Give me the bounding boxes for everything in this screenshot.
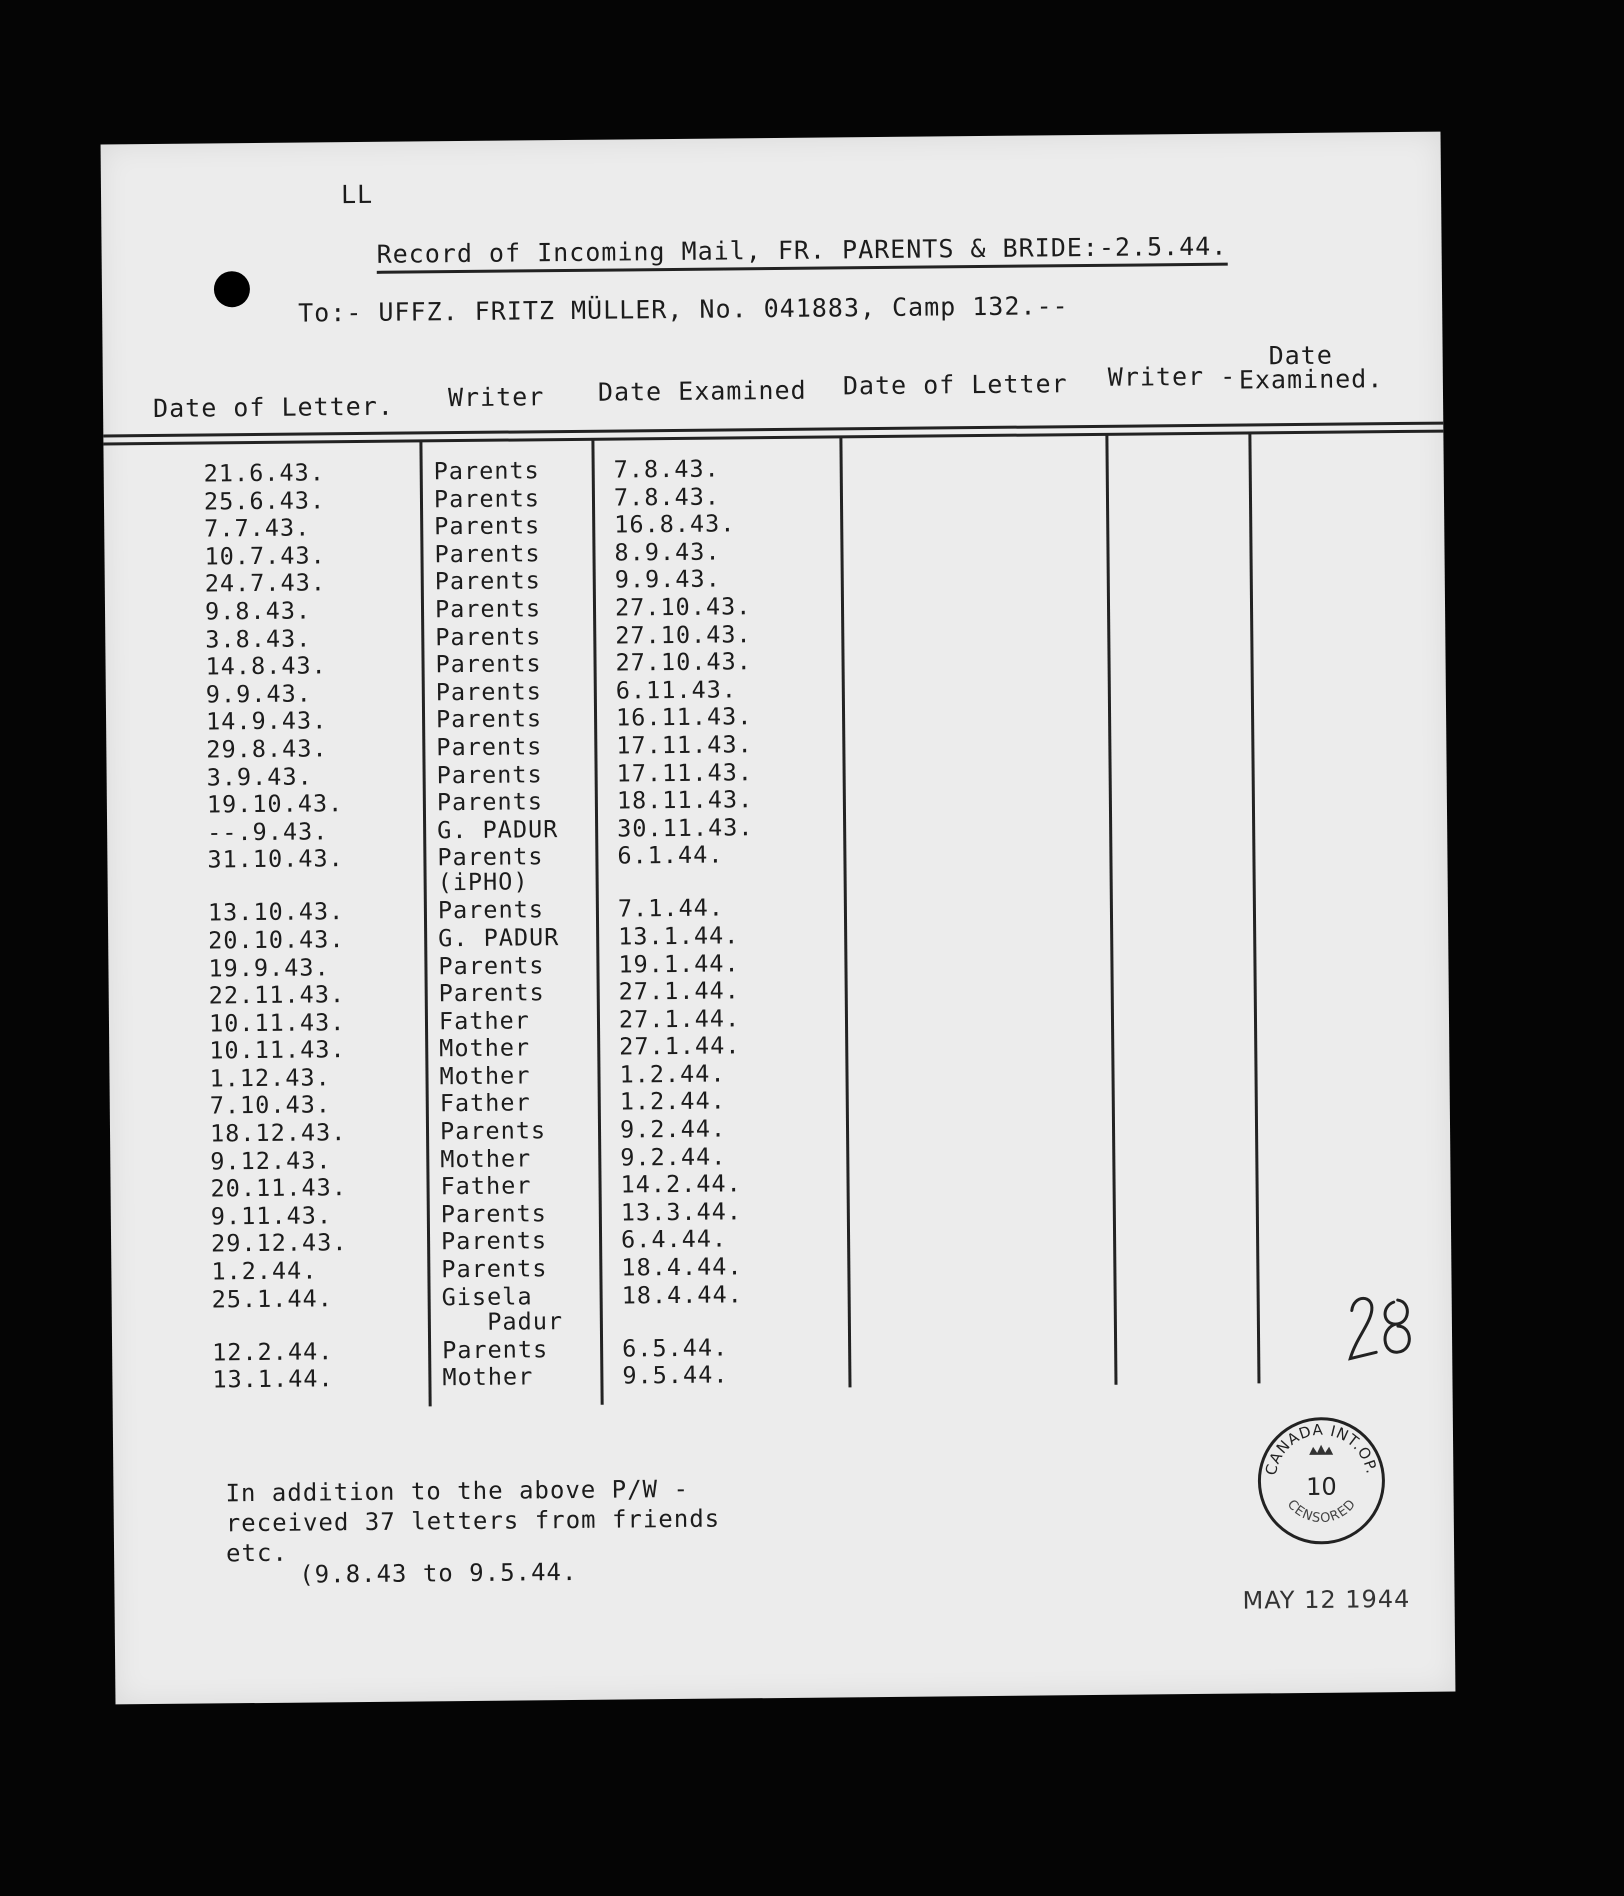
- cell-date-examined: 8.9.43.: [614, 537, 721, 567]
- cell-date-of-letter: 22.11.43.: [208, 980, 346, 1010]
- header-date-examined-2-bottom: Examined.: [1238, 364, 1384, 395]
- cell-date-examined: 27.10.43.: [615, 647, 753, 677]
- cell-writer: Mother: [440, 1144, 532, 1173]
- reference-code: LL: [340, 179, 374, 210]
- cell-date-examined: 18.11.43.: [616, 785, 754, 815]
- document-page: [101, 132, 1456, 1705]
- cell-date-examined: 19.1.44.: [618, 948, 740, 979]
- cell-date-of-letter: 3.8.43.: [205, 624, 312, 654]
- cell-date-of-letter: 25.1.44.: [211, 1283, 333, 1314]
- cell-writer: Parents: [435, 621, 542, 651]
- cell-writer: Parents: [437, 895, 545, 925]
- table-row: [112, 1362, 852, 1397]
- svg-text:CENSORED: [1284, 1496, 1360, 1526]
- cell-date-of-letter: 1.2.44.: [211, 1256, 318, 1286]
- cell-date-of-letter: 9.9.43.: [205, 679, 313, 709]
- table-row: [107, 842, 847, 902]
- crown-icon: [1309, 1445, 1333, 1455]
- cell-date-examined: 16.11.43.: [615, 702, 753, 732]
- cell-date-of-letter: 7.7.43.: [204, 513, 311, 543]
- cell-date-of-letter: 19.10.43.: [206, 789, 344, 819]
- cell-date-of-letter: 13.10.43.: [207, 897, 345, 927]
- cell-writer: Parents: [434, 511, 541, 541]
- cell-writer: Parents: [438, 950, 545, 980]
- cell-date-examined: 13.3.44.: [620, 1197, 743, 1227]
- cell-date-examined: 18.4.44.: [621, 1252, 743, 1282]
- cell-date-examined: 27.10.43.: [615, 619, 752, 650]
- cell-writer: Parents: [441, 1334, 549, 1364]
- cell-date-examined: 9.2.44.: [619, 1114, 727, 1144]
- header-writer-2: Writer -: [1107, 361, 1237, 392]
- cell-date-examined: 1.2.44.: [619, 1086, 726, 1116]
- cell-date-of-letter: 14.8.43.: [205, 651, 327, 681]
- cell-date-of-letter: 10.11.43.: [208, 1007, 346, 1038]
- cell-date-examined: 17.11.43.: [616, 730, 753, 760]
- cell-date-examined: 27.1.44.: [618, 976, 741, 1006]
- cell-date-of-letter: 9.12.43.: [210, 1145, 332, 1176]
- cell-writer: Parents: [436, 787, 544, 817]
- cell-writer: Parents: [433, 456, 540, 486]
- cell-date-of-letter: 25.6.43.: [203, 485, 326, 516]
- header-date-examined: Date Examined: [597, 375, 807, 407]
- header-date-of-letter: Date of Letter.: [152, 391, 394, 423]
- cell-writer: Mother: [442, 1362, 534, 1392]
- cell-writer: Parents: [434, 594, 542, 624]
- cell-date-examined: 6.11.43.: [615, 675, 738, 705]
- cell-writer: G. PADUR: [438, 923, 560, 953]
- cell-date-of-letter: 3.9.43.: [206, 761, 313, 792]
- cell-date-examined: 1.2.44.: [619, 1059, 726, 1089]
- cell-date-examined: 6.5.44.: [621, 1333, 729, 1363]
- cell-writer: Parents: [434, 566, 541, 596]
- header-date-examined-2-top: Date: [1268, 340, 1333, 371]
- cell-date-of-letter: 29.8.43.: [206, 734, 328, 764]
- cell-date-examined: 27.1.44.: [619, 1031, 741, 1061]
- cell-writer: Parents: [441, 1254, 548, 1284]
- cell-writer: Parents (iPHO): [437, 842, 544, 897]
- censor-stamp: [1253, 1412, 1390, 1549]
- cell-date-of-letter: 20.10.43.: [208, 925, 345, 955]
- cell-date-of-letter: 1.12.43.: [209, 1063, 331, 1093]
- cell-writer: Mother: [439, 1061, 531, 1091]
- cell-date-examined: 13.1.44.: [618, 921, 740, 951]
- stamp-number: 10: [1306, 1472, 1337, 1501]
- cell-date-examined: 6.4.44.: [620, 1224, 728, 1254]
- cell-writer: Parents: [434, 539, 541, 569]
- cell-date-of-letter: 14.9.43.: [205, 706, 328, 736]
- cell-date-of-letter: 9.8.43.: [204, 596, 312, 626]
- cell-writer: Parents: [436, 759, 543, 789]
- cell-date-examined: 9.5.44.: [622, 1360, 729, 1390]
- cell-date-examined: 16.8.43.: [614, 509, 736, 539]
- table-row: [112, 1281, 852, 1341]
- cell-date-examined: 6.1.44.: [617, 840, 724, 870]
- cell-writer: Parents: [440, 1226, 548, 1256]
- cell-date-of-letter: 21.6.43.: [203, 458, 326, 488]
- document-title: Record of Incoming Mail, FR. PARENTS & BRIDE:-2.5.44.: [376, 234, 1227, 274]
- cell-date-examined: 17.11.43.: [616, 757, 754, 788]
- cell-writer: G. PADUR: [437, 814, 559, 844]
- cell-date-of-letter: 13.1.44.: [212, 1364, 334, 1394]
- cell-date-examined: 7.8.43.: [613, 482, 721, 512]
- cell-writer: Parents: [440, 1199, 548, 1229]
- cell-date-of-letter: 18.12.43.: [209, 1118, 347, 1148]
- received-date-stamp: MAY 12 1944: [1242, 1584, 1411, 1615]
- cell-date-examined: 9.9.43.: [614, 564, 721, 594]
- cell-date-examined: 27.10.43.: [614, 592, 752, 622]
- additional-letters-note: In addition to the above P/W - received 37 letters from friends etc.: [225, 1474, 721, 1568]
- cell-writer: Parents: [435, 649, 542, 679]
- column-divider: [1248, 433, 1260, 1383]
- cell-date-examined: 18.4.44.: [621, 1279, 743, 1310]
- cell-writer: Father: [439, 1088, 531, 1118]
- cell-date-of-letter: 20.11.43.: [210, 1173, 348, 1203]
- cell-date-of-letter: 10.7.43.: [204, 541, 326, 571]
- cell-date-examined: 7.8.43.: [613, 454, 720, 484]
- cell-date-of-letter: 24.7.43.: [204, 568, 327, 598]
- cell-date-of-letter: --.9.43.: [207, 817, 329, 847]
- cell-writer: Father: [440, 1171, 532, 1201]
- cell-date-examined: 7.1.44.: [617, 893, 725, 923]
- cell-date-of-letter: 10.11.43.: [209, 1035, 346, 1065]
- cell-date-examined: 30.11.43.: [616, 812, 754, 843]
- cell-date-of-letter: 9.11.43.: [210, 1201, 333, 1231]
- cell-writer: Parents: [433, 483, 541, 513]
- handwritten-folio-mark: [1341, 1272, 1422, 1393]
- cell-writer: Parents: [439, 1116, 547, 1146]
- stamp-top-text: CANADA INT.OP.: [1261, 1420, 1381, 1477]
- header-writer: Writer: [447, 382, 545, 413]
- cell-date-of-letter: 29.12.43.: [210, 1228, 348, 1258]
- note-date-range: (9.8.43 to 9.5.44.: [299, 1557, 578, 1589]
- cell-writer: Father: [438, 1006, 530, 1035]
- cell-date-examined: 9.2.44.: [620, 1142, 727, 1172]
- cell-date-of-letter: 19.9.43.: [208, 952, 330, 982]
- stamp-bottom-text: CENSORED: [1283, 1496, 1360, 1527]
- column-divider: [1105, 435, 1117, 1385]
- cell-date-of-letter: 12.2.44.: [212, 1336, 334, 1367]
- addressee-line: To:- UFFZ. FRITZ MÜLLER, No. 041883, Camp 132.--: [298, 291, 1069, 328]
- cell-writer: Parents: [438, 978, 545, 1008]
- cell-writer: Parents: [436, 732, 543, 762]
- cell-writer: Gisela Padur: [441, 1281, 564, 1336]
- cell-date-of-letter: 31.10.43.: [207, 844, 344, 874]
- header-date-of-letter-2: Date of Letter: [842, 369, 1068, 401]
- cell-writer: Mother: [439, 1033, 531, 1063]
- cell-date-of-letter: 7.10.43.: [209, 1090, 332, 1120]
- cell-writer: Parents: [435, 704, 543, 734]
- mail-record-table: [104, 455, 853, 1396]
- punch-hole: [214, 271, 250, 307]
- cell-date-examined: 14.2.44.: [620, 1169, 742, 1199]
- cell-writer: Parents: [435, 677, 542, 707]
- cell-date-examined: 27.1.44.: [618, 1004, 741, 1034]
